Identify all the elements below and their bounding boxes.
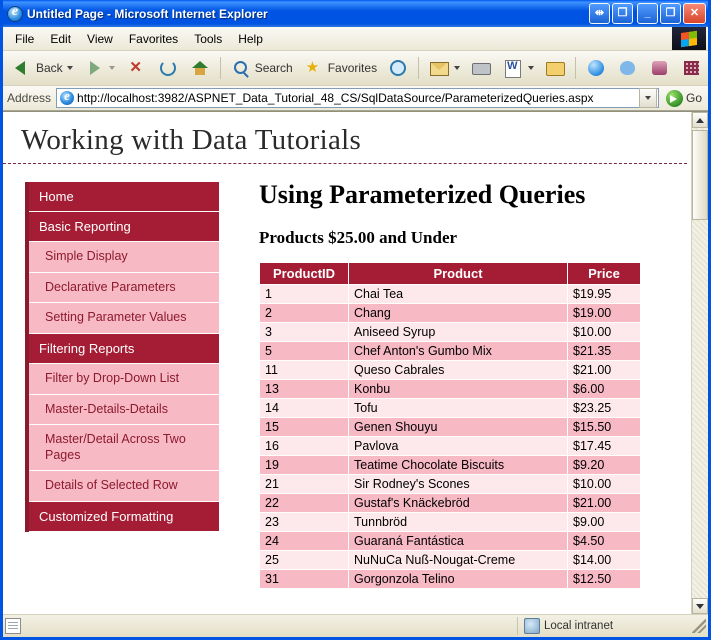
column-header-price[interactable]: Price [568, 263, 641, 285]
cell-price: $10.00 [568, 475, 641, 494]
page-title: Working with Data Tutorials [21, 124, 362, 156]
cell-product: Konbu [349, 380, 568, 399]
messenger-icon [617, 57, 639, 79]
menu-favorites[interactable]: Favorites [128, 31, 179, 46]
globe-icon [585, 57, 607, 79]
mail-icon [428, 57, 450, 79]
address-dropdown-button[interactable] [639, 88, 657, 108]
edit-button[interactable] [498, 55, 538, 81]
table-row [260, 285, 641, 304]
menu-edit[interactable]: Edit [50, 31, 72, 46]
menu-bar [3, 27, 708, 51]
menu-help[interactable]: Help [238, 31, 263, 46]
resize-grip[interactable] [692, 619, 706, 633]
cell-product: Sir Rodney's Scones [349, 475, 568, 494]
cell-product: Aniseed Syrup [349, 323, 568, 342]
zone-label: Local intranet [544, 620, 614, 632]
intranet-zone-icon [524, 618, 540, 634]
search-button[interactable] [226, 55, 297, 81]
cell-price: $15.50 [568, 418, 641, 437]
cell-productid: 14 [260, 399, 349, 418]
table-row [260, 570, 641, 589]
document-viewport [3, 111, 708, 614]
arrow-right-icon [83, 57, 105, 79]
cell-price: $19.95 [568, 285, 641, 304]
page-icon [60, 91, 74, 105]
cell-product: Guaraná Fantástica [349, 532, 568, 551]
sidebar-item-home[interactable]: Home [29, 182, 219, 212]
cell-price: $21.35 [568, 342, 641, 361]
restore-group-button[interactable]: ⇹ [589, 3, 610, 24]
media-button[interactable] [645, 55, 675, 81]
table-row [260, 456, 641, 475]
table-row [260, 494, 641, 513]
close-button[interactable]: ✕ [683, 3, 706, 24]
forward-button[interactable] [79, 55, 119, 81]
window-title: Untitled Page - Microsoft Internet Explorer [27, 6, 268, 21]
grid-icon [681, 57, 703, 79]
table-row [260, 342, 641, 361]
chevron-down-icon[interactable] [67, 66, 73, 70]
cell-productid: 31 [260, 570, 349, 589]
table-row [260, 380, 641, 399]
group-button[interactable]: ❐ [612, 3, 633, 24]
cell-productid: 16 [260, 437, 349, 456]
products-table [259, 262, 641, 589]
toolbar [3, 51, 708, 86]
cell-productid: 24 [260, 532, 349, 551]
scroll-up-button[interactable] [692, 112, 708, 128]
table-row [260, 551, 641, 570]
table-row [260, 323, 641, 342]
main-content [219, 164, 691, 589]
cell-product: NuNuCa Nuß-Nougat-Creme [349, 551, 568, 570]
table-row [260, 304, 641, 323]
sidebar-item-filter-by-drop-down-list[interactable]: Filter by Drop-Down List [29, 364, 219, 395]
star-icon: ★ [305, 59, 320, 76]
printer-icon [470, 57, 492, 79]
status-bar [3, 614, 708, 637]
address-input[interactable] [56, 88, 659, 108]
cell-price: $21.00 [568, 361, 641, 380]
media-icon [649, 57, 671, 79]
address-url-text: http://localhost:3982/ASPNET_Data_Tutorial_48_CS/SqlDataSource/ParameterizedQueries.aspx [77, 91, 594, 105]
clock-icon [387, 57, 409, 79]
cell-productid: 15 [260, 418, 349, 437]
toolbar-separator-1 [220, 57, 221, 79]
sidebar-item-simple-display[interactable]: Simple Display [29, 242, 219, 273]
vertical-scrollbar[interactable] [691, 112, 708, 614]
cell-product: Tofu [349, 399, 568, 418]
table-row [260, 361, 641, 380]
cell-price: $21.00 [568, 494, 641, 513]
refresh-button[interactable] [153, 55, 183, 81]
back-button-label: Back [36, 61, 63, 75]
go-button[interactable] [662, 90, 706, 107]
go-button-label: Go [685, 91, 702, 105]
table-body [260, 285, 641, 589]
cell-productid: 19 [260, 456, 349, 475]
sidebar-nav [25, 182, 219, 532]
cell-product: Pavlova [349, 437, 568, 456]
sidebar-item-customized-formatting[interactable]: Customized Formatting [29, 502, 219, 532]
cell-productid: 21 [260, 475, 349, 494]
sidebar-item-declarative-parameters[interactable]: Declarative Parameters [29, 273, 219, 304]
security-zone[interactable] [517, 617, 692, 635]
table-row [260, 418, 641, 437]
cell-productid: 22 [260, 494, 349, 513]
menu-tools[interactable]: Tools [194, 31, 223, 46]
folder-icon [544, 57, 566, 79]
cell-product: Queso Cabrales [349, 361, 568, 380]
home-button[interactable] [185, 55, 215, 81]
table-row [260, 399, 641, 418]
discuss-button[interactable] [540, 55, 570, 81]
search-icon [230, 57, 252, 79]
web-page [3, 112, 691, 614]
cell-price: $14.00 [568, 551, 641, 570]
document-icon [5, 618, 21, 634]
maximize-button[interactable]: ❐ [660, 3, 681, 24]
back-button[interactable] [7, 55, 77, 81]
refresh-icon [157, 57, 179, 79]
research-button[interactable] [677, 55, 707, 81]
cell-price: $10.00 [568, 323, 641, 342]
cell-price: $17.45 [568, 437, 641, 456]
cell-price: $23.25 [568, 399, 641, 418]
title-bar [3, 0, 708, 27]
sidebar-item-basic-reporting[interactable]: Basic Reporting [29, 212, 219, 242]
column-header-product[interactable]: Product [349, 263, 568, 285]
search-button-label: Search [254, 61, 293, 75]
mail-button[interactable] [424, 55, 464, 81]
toolbar-separator-3 [575, 57, 576, 79]
cell-price: $12.50 [568, 570, 641, 589]
toolbar-separator-2 [418, 57, 419, 79]
sidebar-item-master-detail-across-two-pages[interactable]: Master/Detail Across Two Pages [29, 425, 219, 471]
cell-price: $4.50 [568, 532, 641, 551]
home-icon [189, 57, 211, 79]
content-title: Using Parameterized Queries [259, 180, 586, 209]
stop-icon: ✕ [129, 59, 142, 76]
table-row [260, 475, 641, 494]
site-header [3, 112, 687, 164]
table-row [260, 532, 641, 551]
cell-productid: 11 [260, 361, 349, 380]
stop-button[interactable] [121, 55, 151, 81]
cell-price: $9.00 [568, 513, 641, 532]
cell-productid: 23 [260, 513, 349, 532]
cell-productid: 5 [260, 342, 349, 361]
sidebar-item-details-of-selected-row[interactable]: Details of Selected Row [29, 471, 219, 502]
cell-price: $9.20 [568, 456, 641, 475]
sidebar-item-master-details-details[interactable]: Master-Details-Details [29, 395, 219, 426]
edit-document-icon [502, 57, 524, 79]
print-button[interactable] [466, 55, 496, 81]
window-controls [589, 3, 706, 24]
table-row [260, 513, 641, 532]
internet-button[interactable] [581, 55, 611, 81]
cell-product: Chef Anton's Gumbo Mix [349, 342, 568, 361]
status-message-area [5, 618, 517, 634]
cell-productid: 25 [260, 551, 349, 570]
sidebar-item-filtering-reports[interactable]: Filtering Reports [29, 334, 219, 364]
cell-productid: 1 [260, 285, 349, 304]
sidebar-item-setting-parameter-values[interactable]: Setting Parameter Values [29, 303, 219, 334]
go-arrow-icon [666, 90, 683, 107]
ie-logo-icon [7, 6, 23, 22]
messenger-button[interactable] [613, 55, 643, 81]
cell-product: Chang [349, 304, 568, 323]
cell-price: $6.00 [568, 380, 641, 399]
cell-productid: 13 [260, 380, 349, 399]
arrow-left-icon [11, 57, 33, 79]
favorites-button-label: Favorites [327, 61, 378, 75]
cell-product: Gustaf's Knäckebröd [349, 494, 568, 513]
cell-productid: 3 [260, 323, 349, 342]
menu-view[interactable]: View [87, 31, 113, 46]
windows-flag-logo [672, 27, 706, 50]
cell-product: Teatime Chocolate Biscuits [349, 456, 568, 475]
content-subtitle: Products $25.00 and Under [259, 228, 458, 247]
cell-product: Chai Tea [349, 285, 568, 304]
favorites-button[interactable] [299, 55, 381, 81]
table-header-row [260, 263, 641, 285]
minimize-button[interactable]: _ [637, 3, 658, 24]
chevron-down-icon-mail[interactable] [454, 66, 460, 70]
address-bar [3, 86, 708, 111]
history-button[interactable] [383, 55, 413, 81]
scroll-down-button[interactable] [692, 598, 708, 614]
scrollbar-thumb[interactable] [692, 130, 708, 220]
column-header-productid[interactable]: ProductID [260, 263, 349, 285]
address-label: Address [7, 91, 52, 105]
cell-product: Tunnbröd [349, 513, 568, 532]
cell-productid: 2 [260, 304, 349, 323]
table-row [260, 437, 641, 456]
chevron-down-icon-edit[interactable] [528, 66, 534, 70]
cell-price: $19.00 [568, 304, 641, 323]
cell-product: Gorgonzola Telino [349, 570, 568, 589]
cell-product: Genen Shouyu [349, 418, 568, 437]
scrollbar-track[interactable] [692, 128, 708, 598]
menu-file[interactable]: File [15, 31, 35, 46]
chevron-down-icon-forward[interactable] [109, 66, 115, 70]
